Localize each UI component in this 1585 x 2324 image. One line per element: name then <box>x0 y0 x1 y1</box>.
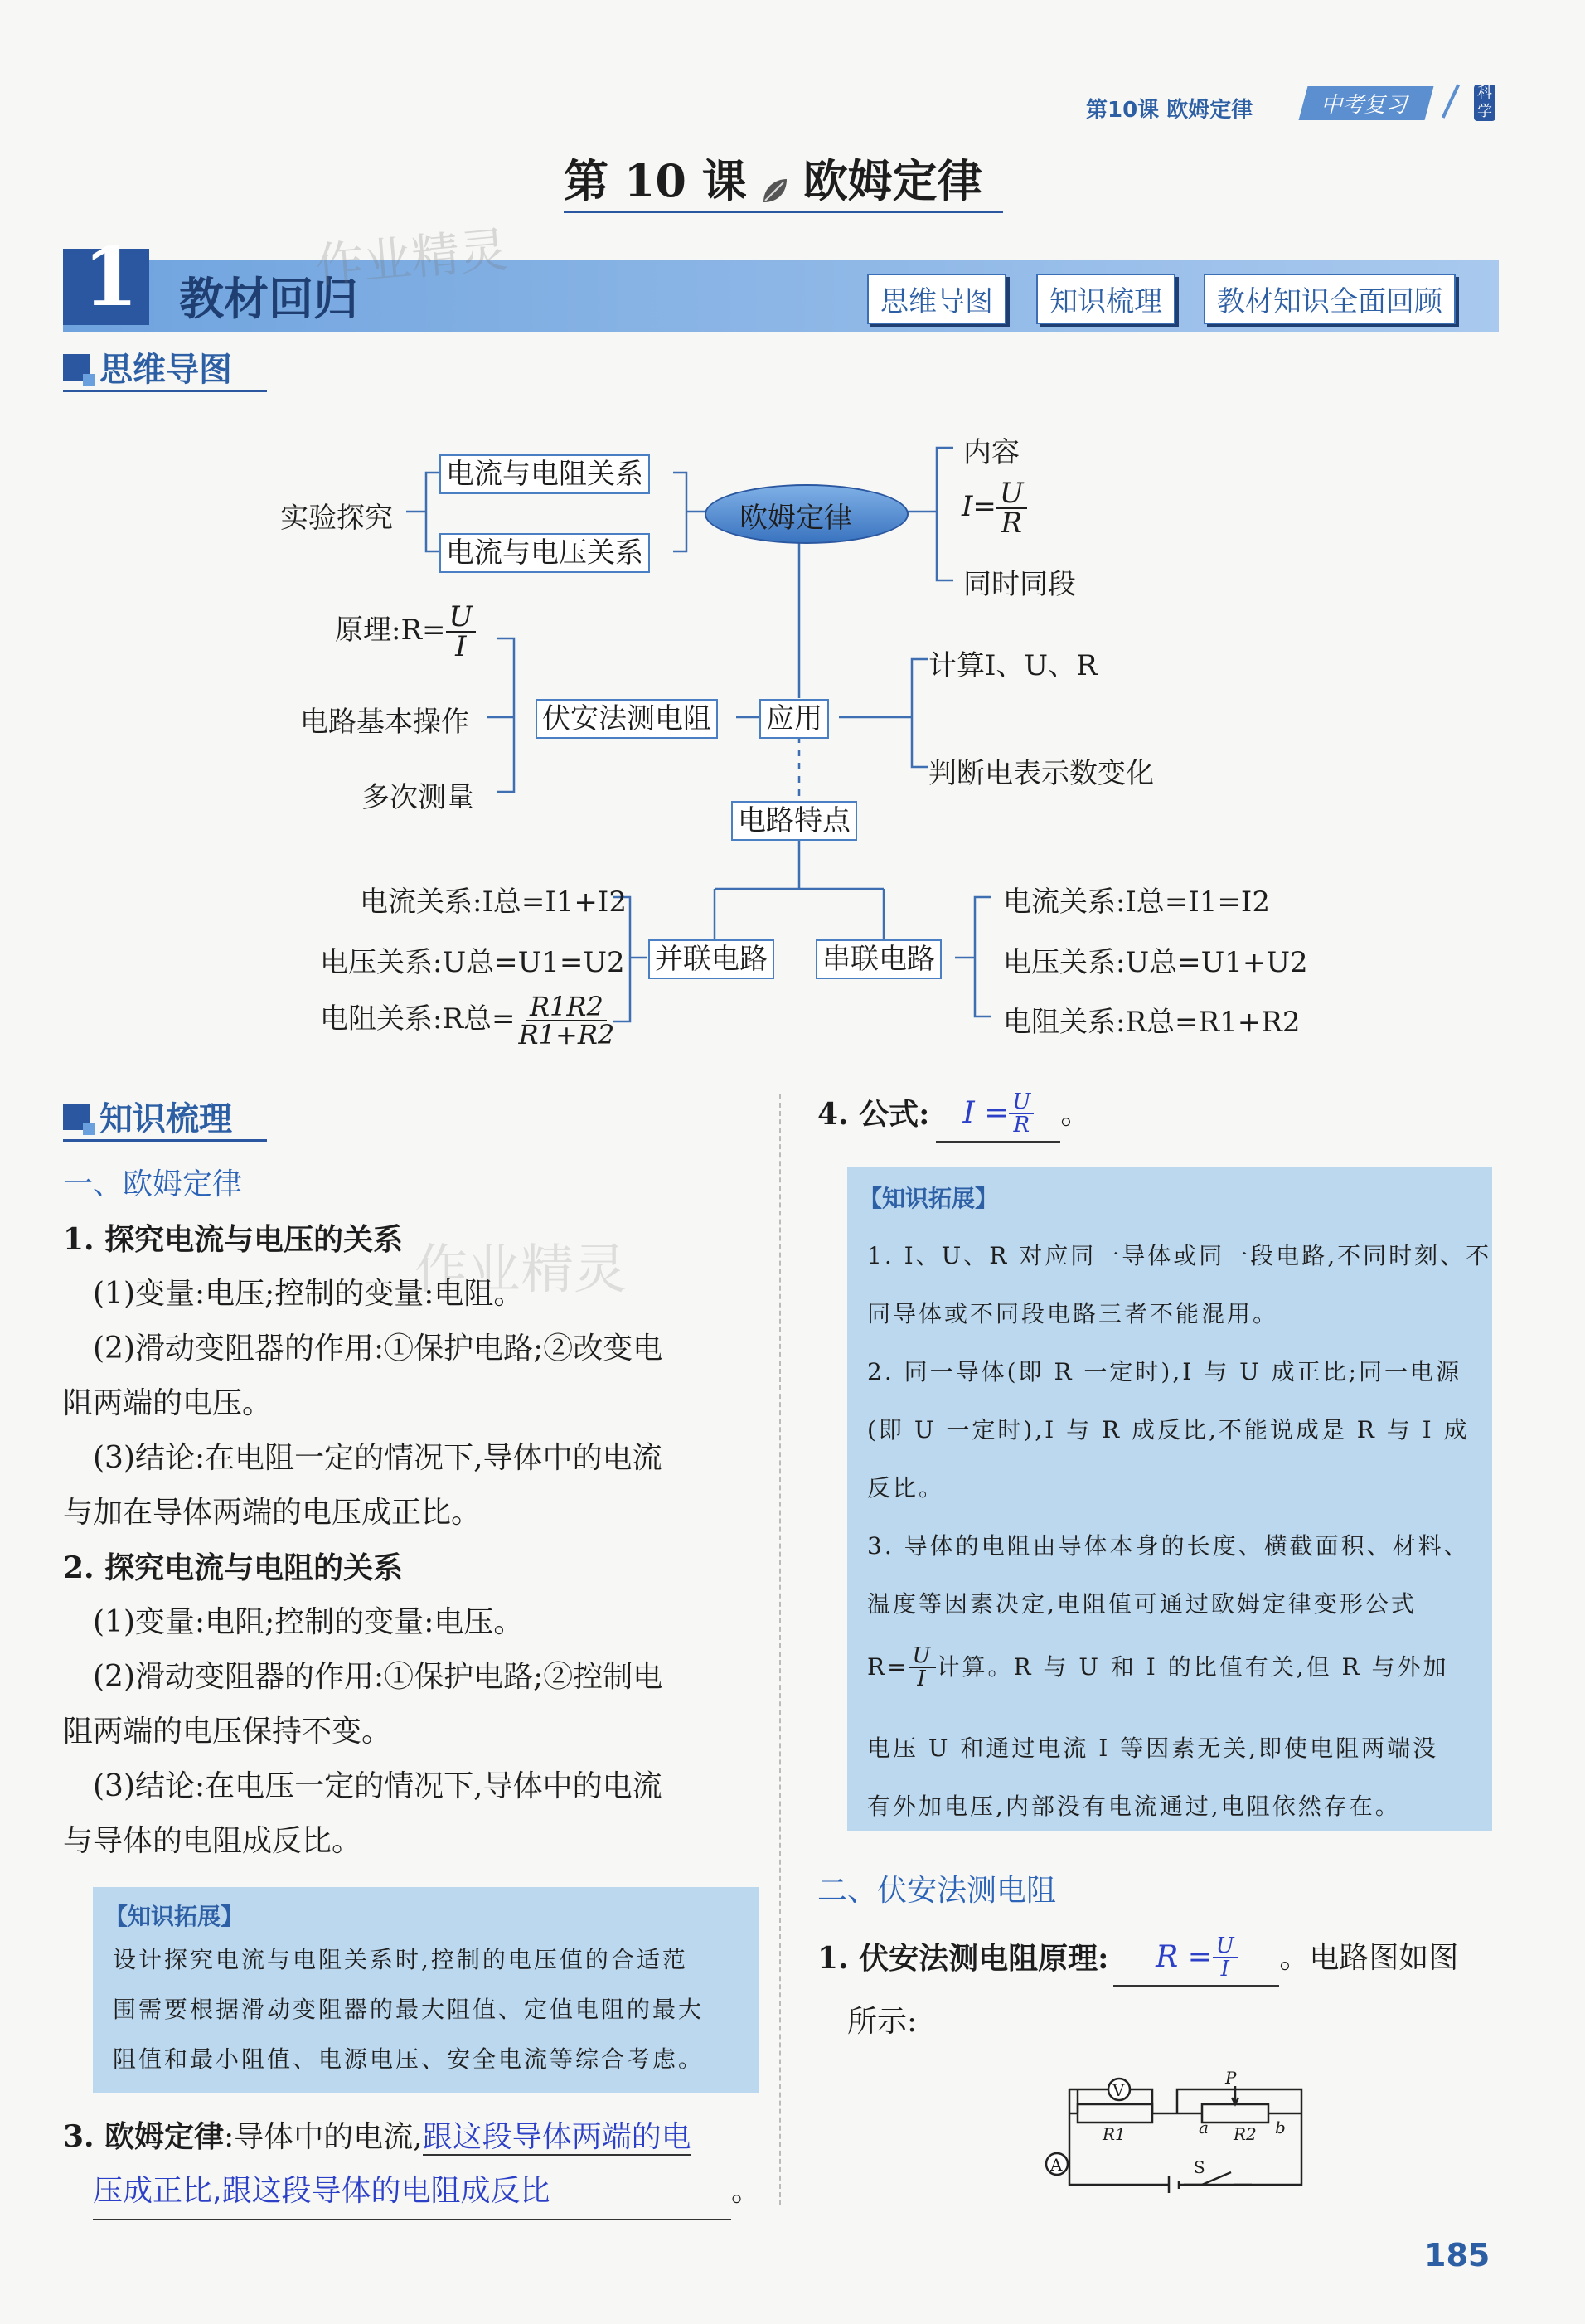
mm-p-current: 电流关系:I总=I1+I2 <box>360 885 627 919</box>
ext1-line3: 阻值和最小阻值、电源电压、安全电流等综合考虑。 <box>113 2045 705 2073</box>
knowledge-heading-underline <box>63 1139 267 1142</box>
ext2-l8-den: I <box>917 1667 928 1691</box>
item2-line2: (2)滑动变阻器的作用:①保护电路;②控制电 <box>93 1660 663 1694</box>
mm-multi: 多次测量 <box>361 781 474 814</box>
item2-line3: 阻两端的电压保持不变。 <box>63 1715 392 1749</box>
mm-box-vam: 伏安法测电阻 <box>536 699 718 739</box>
item3-answer-1: 跟这段导体两端的电 <box>422 2120 691 2154</box>
mm-judge: 判断电表示数变化 <box>928 757 1154 790</box>
circuit-label-s: S <box>1194 2157 1205 2177</box>
item5 <box>817 1930 1458 1987</box>
ext2-line4: (即 U 一定时),I 与 R 成反比,不能说成是 R 与 I 成 <box>867 1416 1470 1443</box>
item4-title: 4. 公式: <box>817 1097 930 1132</box>
mm-content: 内容 <box>963 436 1020 469</box>
item5-line2: 所示: <box>847 2005 918 2039</box>
mm-p-resistance <box>320 993 618 1048</box>
item5-after: 。电路图如图 <box>1279 1941 1459 1975</box>
badge-review: 教材知识全面回顾 <box>1204 274 1456 324</box>
mm-principle-num: U <box>446 603 477 633</box>
circuit-label-r2: R2 <box>1234 2124 1257 2144</box>
column-divider <box>779 1094 781 2205</box>
item5-title: 1. 伏安法测电阻原理: <box>817 1941 1109 1976</box>
title-main: 欧姆定律 <box>802 154 982 207</box>
badge-knowledge: 知识梳理 <box>1036 274 1175 324</box>
item5-answer-lhs: R = <box>1156 1940 1213 1974</box>
item5-answer-den: I <box>1220 1957 1229 1982</box>
mm-experiment: 实验探究 <box>280 502 393 535</box>
ext2-l8-rest: 计算。R 与 U 和 I 的比值有关,但 R 与外加 <box>936 1653 1449 1681</box>
mm-formula-num: U <box>996 479 1027 509</box>
mm-p-res-lhs: 电阻关系:R总= <box>320 1002 516 1036</box>
ext2-line7: 温度等因素决定,电阻值可通过欧姆定律变形公式 <box>867 1590 1417 1618</box>
mm-calc: 计算I、U、R <box>928 649 1098 682</box>
header-tab: 中考复习 <box>1299 86 1434 120</box>
item4-answer-num: U <box>1009 1091 1034 1114</box>
banner-number: 1 <box>83 230 138 324</box>
item2-line4: (3)结论:在电压一定的情况下,导体中的电流 <box>93 1769 662 1803</box>
page-title <box>564 146 982 210</box>
sec2-title: 二、伏安法测电阻 <box>817 1874 1057 1908</box>
item4-end: 。 <box>1060 1097 1091 1131</box>
item3-end: 。 <box>731 2174 762 2208</box>
item1-line1: (1)变量:电压;控制的变量:电阻。 <box>93 1277 524 1311</box>
ext1-title: 【知识拓展】 <box>104 1903 245 1930</box>
title-underline <box>564 211 1003 213</box>
heading-square-icon <box>63 354 90 381</box>
item3-text: :导体中的电流, <box>224 2120 423 2154</box>
header-lesson-label: 第10课 欧姆定律 <box>1086 98 1253 123</box>
mm-box-series: 串联电路 <box>816 939 942 979</box>
mm-p-voltage: 电压关系:U总=U1=U2 <box>320 946 625 979</box>
heading-square-icon-2 <box>63 1104 90 1130</box>
item2-title: 2. 探究电流与电阻的关系 <box>63 1550 404 1585</box>
mm-box-apply: 应用 <box>759 699 829 739</box>
ext1-line2: 围需要根据滑动变阻器的最大阻值、定值电阻的最大 <box>113 1996 705 2023</box>
ext2-line3: 2. 同一导体(即 R 一定时),I 与 U 成正比;同一电源 <box>867 1358 1462 1385</box>
badge-mindmap: 思维导图 <box>867 274 1006 324</box>
item1-line5: 与加在导体两端的电压成正比。 <box>63 1496 482 1530</box>
item4-answer <box>936 1086 1060 1143</box>
mm-center-label: 欧姆定律 <box>739 502 852 535</box>
watermark-2: 作业精灵 <box>414 1240 627 1301</box>
mm-p-res-den: R1+R2 <box>518 1019 615 1050</box>
ext2-line2: 同导体或不同段电路三者不能混用。 <box>867 1300 1279 1327</box>
ext2-title: 【知识拓展】 <box>859 1185 999 1212</box>
mm-principle-den: I <box>455 630 467 663</box>
page-number: 185 <box>1424 2237 1490 2273</box>
item3-cont <box>93 2164 761 2220</box>
banner-label: 教材回归 <box>179 273 358 325</box>
subject-badge: 科学 <box>1474 85 1495 121</box>
item4-answer-den: R <box>1013 1113 1030 1138</box>
item1-title: 1. 探究电流与电压的关系 <box>63 1222 404 1257</box>
mm-box-current-voltage: 电流与电压关系 <box>439 533 650 573</box>
header-slash <box>1442 84 1460 119</box>
sec1-title: 一、欧姆定律 <box>63 1167 243 1201</box>
circuit-label-a: A <box>1050 2155 1063 2175</box>
circuit-label-r1: R1 <box>1103 2124 1126 2144</box>
ext2-l8-lhs: R= <box>867 1653 909 1681</box>
ext2-line5: 反比。 <box>867 1474 945 1502</box>
circuit-label-v: V <box>1112 2080 1125 2100</box>
mm-box-circuit: 电路特点 <box>731 801 857 841</box>
ext2-line1: 1. I、U、R 对应同一导体或同一段电路,不同时刻、不 <box>867 1242 1492 1269</box>
mm-formula <box>962 477 1027 540</box>
knowledge-heading <box>63 1093 232 1140</box>
mindmap-heading-underline <box>63 390 267 392</box>
ext2-line6: 3. 导体的电阻由导体本身的长度、横截面积、材料、 <box>867 1532 1470 1560</box>
mm-formula-den: R <box>1001 507 1023 540</box>
item3 <box>63 2109 691 2165</box>
ext2-line8 <box>867 1645 1449 1690</box>
knowledge-heading-text: 知识梳理 <box>99 1100 232 1138</box>
resistor-r1 <box>1078 2104 1152 2123</box>
mm-basic-op: 电路基本操作 <box>300 706 469 739</box>
item2-line1: (1)变量:电阻;控制的变量:电压。 <box>93 1605 524 1639</box>
item1-line2: (2)滑动变阻器的作用:①保护电路;②改变电 <box>93 1332 663 1366</box>
mm-principle-lhs: 原理:R= <box>335 614 446 647</box>
ext2-line9: 电压 U 和通过电流 I 等因素无关,即使电阻两端没 <box>867 1735 1439 1762</box>
mm-s-voltage: 电压关系:U总=U1+U2 <box>1003 946 1308 979</box>
resistor-r2 <box>1202 2104 1268 2123</box>
item1-line4: (3)结论:在电阻一定的情况下,导体中的电流 <box>93 1441 662 1475</box>
circuit-diagram <box>1036 2064 1310 2197</box>
mm-same: 同时同段 <box>963 568 1076 601</box>
mm-p-res-num: R1R2 <box>526 993 607 1021</box>
item4 <box>817 1086 1090 1143</box>
item4-answer-lhs: I = <box>962 1096 1010 1130</box>
item5-answer <box>1113 1930 1279 1987</box>
mindmap-heading-text: 思维导图 <box>99 351 232 389</box>
mm-s-current: 电流关系:I总=I1=I2 <box>1003 885 1270 919</box>
watermark: 作业精灵 <box>313 221 510 294</box>
mm-box-parallel: 并联电路 <box>648 939 774 979</box>
mm-principle <box>335 600 476 663</box>
item2-line5: 与导体的电阻成反比。 <box>63 1824 362 1858</box>
item3-title: 3. 欧姆定律 <box>63 2119 225 2154</box>
circuit-label-p: P <box>1225 2068 1237 2088</box>
ext2-l8-num: U <box>909 1645 937 1668</box>
title-prefix: 第 10 课 <box>564 154 747 207</box>
mindmap-heading <box>63 343 232 391</box>
ext2-line10: 有外加电压,内部没有电流通过,电阻依然存在。 <box>867 1793 1401 1820</box>
leaf-icon <box>760 163 790 193</box>
circuit-label-pa: a <box>1199 2118 1209 2137</box>
mm-formula-lhs: I= <box>962 490 996 523</box>
mm-box-current-resistance: 电流与电阻关系 <box>439 454 650 494</box>
ext1-line1: 设计探究电流与电阻关系时,控制的电压值的合适范 <box>113 1946 688 1973</box>
circuit-label-pb: b <box>1275 2118 1286 2137</box>
item1-line3: 阻两端的电压。 <box>63 1386 273 1420</box>
item3-answer-2: 压成正比,跟这段导体的电阻成反比 <box>93 2164 731 2220</box>
item5-answer-num: U <box>1213 1935 1238 1958</box>
mm-s-resistance: 电阻关系:R总=R1+R2 <box>1003 1006 1301 1039</box>
